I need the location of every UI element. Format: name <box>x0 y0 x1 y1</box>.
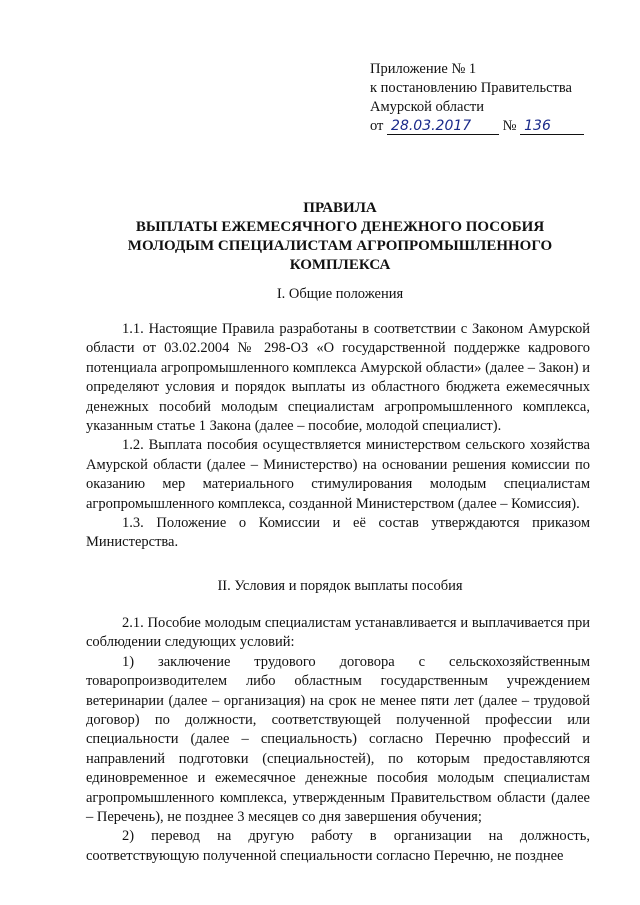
clause-2-1-item-1: 1) заключение трудового договора с сельскохозяйственным товаропроизводителем либо областным государственным учреждением ветеринарии (далее – организация) на срок не менее пяти лет (далее – трудовой договор) по должности, соответствующей полученной профессии или специальности (далее – специальность) согласно Перечню профессий и направлений подготовки (специальностей), по которым предоставляются единовременное и ежемесячное денежные пособия молодым специалистам агропромышленного комплекса, утвержденным Правительством области (далее – Перечень), не позднее 3 месяцев со дня завершения обучения; <box>86 653 590 826</box>
title-line-3: МОЛОДЫМ СПЕЦИАЛИСТАМ АГРОПРОМЫШЛЕННОГО <box>127 238 553 254</box>
section-2-body <box>86 614 590 866</box>
handwritten-date: 28.03.2017 <box>387 118 499 135</box>
appendix-resolution-ref: к постановлению Правительства <box>370 80 572 96</box>
section-1-heading: I. Общие положения <box>276 286 404 302</box>
appendix-date-number-line <box>370 117 584 136</box>
handwritten-number: 136 <box>520 118 584 135</box>
title-line-1: ПРАВИЛА <box>303 200 377 216</box>
appendix-label: Приложение № 1 <box>370 61 477 77</box>
appendix-region: Амурской области <box>370 99 484 115</box>
date-prefix: от <box>370 118 384 134</box>
clause-1-1: 1.1. Настоящие Правила разработаны в соответствии с Законом Амурской области от 03.02.2004 № 298-ОЗ «О государственной поддержке кадрового потенциала агропромышленного комплекса Амурской области» (далее – Закон) и определяют условия и порядок выплаты из областного бюджета ежемесячных денежных пособий молодым специалистам агропромышленного комплекса, указанным статье 1 Закона (далее – пособие, молодой специалист). <box>86 321 590 435</box>
number-prefix: № <box>502 118 517 134</box>
clause-2-1-item-2: 2) перевод на другую работу в организации на должность, соответствующую полученной специальности согласно Перечню, не позднее <box>86 828 590 864</box>
clause-1-3: 1.3. Положение о Комиссии и её состав утверждаются приказом Министерства. <box>86 515 590 551</box>
appendix-header <box>370 60 584 136</box>
document-title <box>80 199 600 275</box>
clause-1-2: 1.2. Выплата пособия осуществляется министерством сельского хозяйства Амурской области (далее – Министерство) на основании решения комиссии по оказанию мер материального стимулирования молодым специалистам агропромышленного комплекса, созданной Министерством (далее – Комиссия). <box>86 437 590 512</box>
section-2-heading: II. Условия и порядок выплаты пособия <box>217 578 463 594</box>
section-1-body <box>86 320 590 553</box>
title-line-4: КОМПЛЕКСА <box>289 257 391 273</box>
title-line-2: ВЫПЛАТЫ ЕЖЕМЕСЯЧНОГО ДЕНЕЖНОГО ПОСОБИЯ <box>135 219 545 235</box>
clause-2-1: 2.1. Пособие молодым специалистам устанавливается и выплачивается при соблюдении следующих условий: <box>86 615 590 651</box>
